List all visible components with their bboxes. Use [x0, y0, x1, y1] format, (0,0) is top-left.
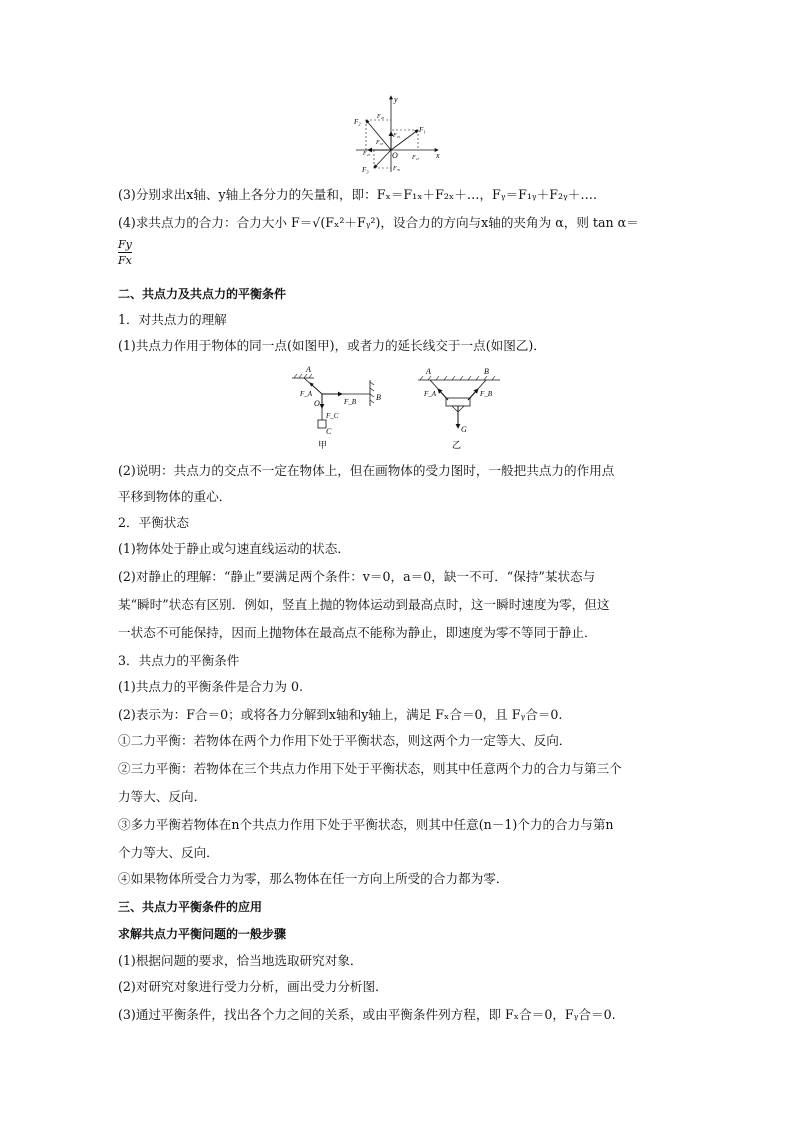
- s2-3b-text: (2)表示为：F合＝0；或将各力分解到x轴和y轴上，满足 Fₓ合＝0，且 Fᵧ合＝0.: [118, 707, 563, 722]
- yi-label-g: G: [461, 425, 467, 434]
- s2-3d-text-2: 力等大、反向．: [118, 789, 207, 804]
- label-f3: F₃: [362, 166, 369, 174]
- label-f3y: F₃ᵧ: [393, 166, 401, 172]
- label-f2y: F₂ᵧ: [377, 114, 385, 120]
- s2-2-heading: 2．平衡状态: [118, 515, 189, 530]
- jia-label-a: A: [306, 365, 311, 374]
- s2-3f-text: ④如果物体所受合力为零，那么物体在任一方向上所受的合力都为零．: [118, 871, 509, 886]
- s3-title: 求解共点力平衡问题的一般步骤: [118, 927, 287, 941]
- yi-label-fa: F_A: [424, 390, 437, 398]
- jia-caption: 甲: [318, 440, 328, 450]
- label-y: y: [394, 95, 398, 104]
- frac-denominator: Fx: [118, 254, 132, 267]
- s3-step-1: (1)根据问题的要求，恰当地选取研究对象．: [118, 953, 363, 968]
- jia-label-fc: F_C: [326, 412, 339, 420]
- label-f1y: F₁ᵧ: [393, 133, 401, 139]
- s2-1-heading: 1．对共点力的理解: [118, 312, 227, 327]
- vector-f3: [374, 150, 391, 168]
- label-f3x: F₃ₓ: [376, 140, 384, 146]
- jia-label-o: O: [314, 399, 320, 408]
- yi-label-fb: F_B: [480, 390, 493, 398]
- s2-3e-text-2: 个力等大、反向．: [118, 845, 219, 860]
- section-3-heading: 三、共点力平衡条件的应用: [118, 900, 263, 914]
- s2-3d-text-1: ②三力平衡：若物体在三个共点力作用下处于平衡状态，则其中任意两个力的合力与第三个: [118, 761, 622, 776]
- jia-label-fa: F_A: [300, 390, 313, 398]
- label-f2x: F₂ₓ: [363, 151, 371, 157]
- label-f2: F₂: [354, 118, 361, 126]
- step-3-text: (3)分别求出x轴、y轴上各分力的矢量和，即：Fₓ＝F₁ₓ＋F₂ₓ＋…，Fᵧ＝F₁ᵧ＋F₂ᵧ＋….: [118, 187, 597, 202]
- s2-2b-text-1: (2)对静止的理解：“静止”要满足两个条件：v＝0，a＝0，缺一不可．“保持”某状态与: [118, 569, 596, 584]
- jia-label-c: C: [326, 427, 332, 436]
- s2-1a-text: (1)共点力作用于物体的同一点(如图甲)，或者力的延长线交于一点(如图乙)．: [118, 338, 546, 353]
- figure-yi: [412, 362, 508, 454]
- label-f1x: F₁ₓ: [412, 155, 420, 161]
- s2-2b-text-3: 一状态不可能保持，因而上抛物体在最高点不能称为静止，即速度为零不等同于静止．: [118, 625, 597, 640]
- figure-jia: [286, 362, 386, 454]
- s3-step-2: (2)对研究对象进行受力分析，画出受力分析图．: [118, 979, 388, 994]
- yi-caption: 乙: [452, 440, 462, 450]
- yi-label-a: A: [426, 367, 431, 376]
- jia-label-b: B: [376, 393, 381, 402]
- s2-1b-text-1: (2)说明：共点力的交点不一定在物体上，但在画物体的受力图时，一般把共点力的作用点: [118, 463, 615, 478]
- step-4-text: (4)求共点力的合力：合力大小 F＝√(Fₓ²＋Fᵧ²)，设合力的方向与x轴的夹角为 α，则 tan α＝: [118, 215, 639, 230]
- jia-label-fb: F_B: [344, 398, 357, 406]
- force-decomposition-figure: [348, 92, 448, 176]
- s2-3a-text: (1)共点力的平衡条件是合力为 0.: [118, 679, 303, 694]
- section-2-heading: 二、共点力及共点力的平衡条件: [118, 287, 287, 301]
- s2-3e-text-1: ③多力平衡若物体在n个共点力作用下处于平衡状态，则其中任意(n－1)个力的合力与第n: [118, 817, 614, 832]
- s3-step-3: (3)通过平衡条件，找出各个力之间的关系，或由平衡条件列方程，即 Fₓ合＝0，Fᵧ合＝0.: [118, 1007, 616, 1022]
- s2-3-heading: 3．共点力的平衡条件: [118, 653, 240, 668]
- frac-numerator: Fy: [118, 238, 132, 251]
- label-x: x: [436, 151, 440, 160]
- s2-2b-text-2: 某“瞬时”状态有区别．例如，竖直上抛的物体运动到最高点时，这一瞬时速度为零，但这: [118, 597, 610, 612]
- s2-2a-text: (1)物体处于静止或匀速直线运动的状态．: [118, 541, 350, 556]
- label-origin: O: [392, 151, 398, 160]
- s2-3c-text: ①二力平衡：若物体在两个力作用下处于平衡状态，则这两个力一定等大、反向．: [118, 733, 572, 748]
- yi-label-b: B: [484, 367, 489, 376]
- label-f1: F₁: [419, 126, 426, 134]
- s2-1b-text-2: 平移到物体的重心．: [118, 489, 232, 504]
- tan-fraction: [118, 238, 132, 267]
